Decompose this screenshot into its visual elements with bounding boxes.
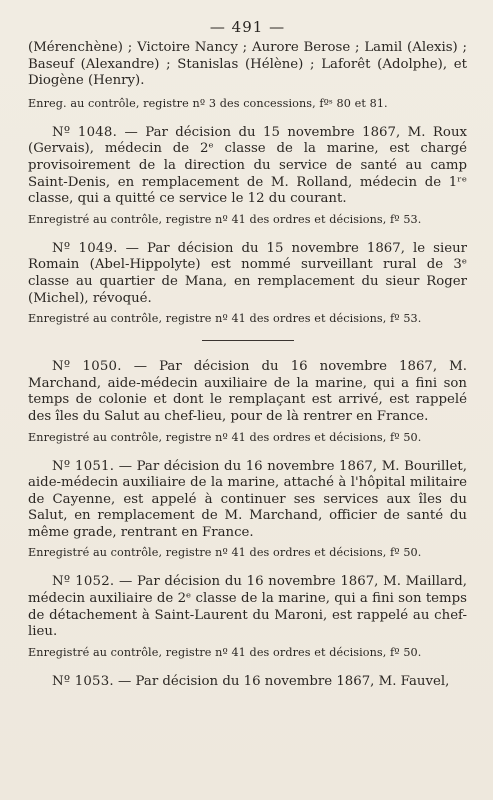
decision-text: — Par décision du 15 novembre 1867, M. Roux (Gervais), médecin de 2ᵉ classe de la marine, est chargé provisoirement de la direction du service de santé au camp Saint-Denis, en remplacement de M. Rolland, médecin de 1ʳᵉ classe, qui a quitté ce service le 12 du courant. [28,124,468,207]
decision-paragraph [28,359,467,425]
decision-text: — Par décision du 16 novembre 1867, M. Bourillet, aide-médecin auxiliaire de la marine, attaché à l'hôpital militaire de Cayenne, est appelé à continuer ses services aux îles du Salut, en remplacement de M. Marchand, officier de santé du même grade, rentrant en France. [28,458,467,540]
decision-text: — Par décision du 16 novembre 1867, M. Maillard, médecin auxiliaire de 2ᵉ classe de la marine, qui a fini son temps de détachement à Saint-Laurent du Maroni, est rappelé au chef-lieu. [28,574,467,640]
decision-text: — Par décision du 16 novembre 1867, M. Fauvel, [118,673,450,689]
decision-number: Nº 1051. [52,458,115,474]
decision-number: Nº 1052. [52,574,115,590]
decision-registration: Enregistré au contrôle, registre nº 41 des ordres et décisions, fº 50. [28,645,422,659]
decision-paragraph [28,459,467,542]
decision-1049 [28,241,467,326]
decision-text: — Par décision du 16 novembre 1867, M. Marchand, aide-médecin auxiliaire de la marine, qui a fini son temps de colonie et dont le remplaçant est arrivé, est rappelé des îles du Salut au chef-lieu, pour de là rentrer en France. [28,359,468,424]
page-number: — 491 — [209,18,286,36]
decision-1051 [28,459,467,561]
decision-number: Nº 1049. [52,240,118,256]
decision-number: Nº 1048. [52,124,118,140]
intro-registration: Enreg. au contrôle, registre nº 3 des concessions, fºˢ 80 et 81. [28,96,388,110]
section-divider [202,340,294,341]
decision-1050 [28,359,467,444]
decision-paragraph [28,674,467,691]
decision-registration: Enregistré au contrôle, registre nº 41 des ordres et décisions, fº 50. [28,430,422,444]
decision-registration: Enregistré au contrôle, registre nº 41 des ordres et décisions, fº 53. [28,212,422,226]
decision-1052 [28,574,467,659]
decision-paragraph [28,125,467,208]
decision-number: Nº 1050. [52,359,122,375]
decision-1053 [28,674,467,691]
decision-number: Nº 1053. [52,673,114,689]
decision-paragraph [28,574,467,640]
intro-paragraph: (Mérenchène) ; Victoire Nancy ; Aurore Berose ; Lamil (Alexis) ; Baseuf (Alexandre) ; Stanislas (Hélène) ; Laforêt (Adolphe), et Diogène (Henry). [28,40,467,89]
decision-1048 [28,125,467,227]
decision-registration: Enregistré au contrôle, registre nº 41 des ordres et décisions, fº 50. [28,546,422,560]
decision-registration: Enregistré au contrôle, registre nº 41 des ordres et décisions, fº 53. [28,312,422,326]
decision-text: — Par décision du 15 novembre 1867, le sieur Romain (Abel-Hippolyte) est nommé surveillant rural de 3ᵉ classe au quartier de Mana, en remplacement du sieur Roger (Michel), révoqué. [28,240,467,306]
decision-paragraph [28,241,467,307]
